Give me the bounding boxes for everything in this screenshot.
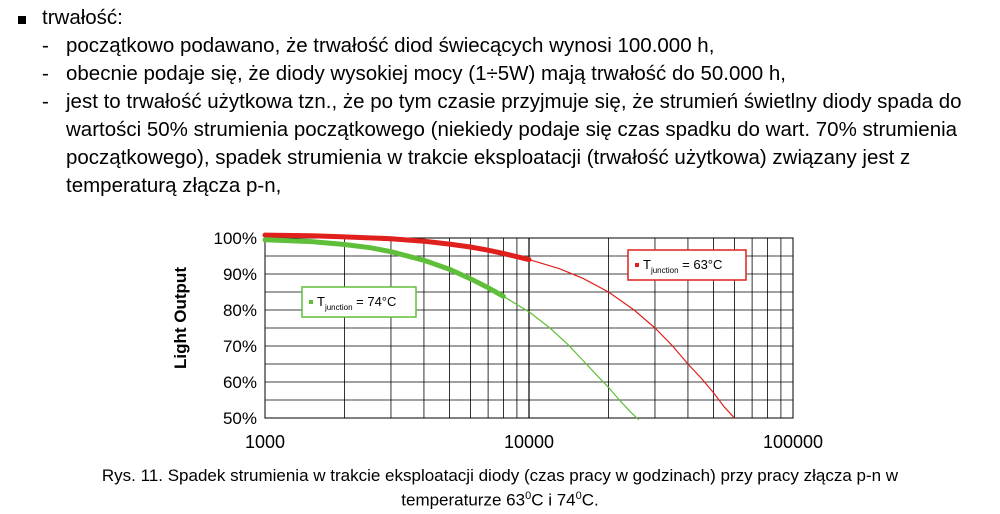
legend-label-suffix: = 63°C bbox=[678, 257, 723, 272]
dash-marker: - bbox=[42, 34, 49, 57]
legend-label-subscript: junction bbox=[650, 266, 679, 275]
dash-marker: - bbox=[42, 62, 49, 85]
figure-caption bbox=[0, 466, 1000, 511]
y-tick-label: 70% bbox=[222, 337, 257, 356]
slide-text bbox=[14, 4, 994, 200]
list-item-text: jest to trwałość użytkowa tzn., że po tym czasie przyjmuje się, że strumień świetlny diody spada do wartości 50% strumienia początkowego (niekiedy podaje się czas spadku do wart. 70% strumienia początkowego), spadek strumienia w trakcie eksploatacji (trwałość użytkowa) związany jest z temperaturą złącza p-n, bbox=[66, 90, 962, 197]
caption-text: temperaturze 63 bbox=[401, 490, 526, 510]
bullet-heading-text: trwałość: bbox=[42, 6, 123, 29]
legend-label-suffix: = 74°C bbox=[352, 294, 397, 309]
caption-line-1: Rys. 11. Spadek strumienia w trakcie eksploatacji diody (czas pracy w godzinach) przy pracy złącza p-n w bbox=[101, 466, 899, 485]
legend-marker bbox=[635, 263, 639, 267]
x-tick-label: 10000 bbox=[503, 432, 555, 452]
list-item-text: obecnie podaje się, że diody wysokiej mocy (1÷5W) mają trwałość do 50.000 h, bbox=[66, 62, 786, 85]
x-tick-label: 1000 bbox=[244, 432, 286, 452]
caption-superscript: 0 bbox=[525, 490, 532, 502]
legend-label-prefix: T bbox=[643, 257, 651, 272]
bullet-heading bbox=[14, 4, 994, 32]
y-tick-label: 90% bbox=[222, 265, 257, 284]
legend-marker bbox=[309, 300, 313, 304]
light-output-chart bbox=[0, 210, 1000, 460]
x-tick-label: 100000 bbox=[762, 432, 824, 452]
legend-label-prefix: T bbox=[317, 294, 325, 309]
list-item bbox=[14, 60, 994, 88]
caption-text: C. bbox=[581, 490, 599, 510]
y-tick-label: 60% bbox=[222, 373, 257, 392]
caption-superscript: 0 bbox=[575, 490, 582, 502]
bullet-square-icon bbox=[18, 16, 26, 24]
y-tick-label: 50% bbox=[222, 409, 257, 428]
list-item bbox=[14, 32, 994, 60]
dash-marker: - bbox=[42, 90, 49, 113]
y-tick-label: 100% bbox=[213, 229, 257, 248]
list-item-text: początkowo podawano, że trwałość diod świecących wynosi 100.000 h, bbox=[66, 34, 715, 57]
list-item bbox=[14, 88, 994, 200]
caption-text: C i 74 bbox=[531, 490, 576, 510]
y-tick-label: 80% bbox=[222, 301, 257, 320]
y-axis-label: Light Output bbox=[171, 267, 190, 369]
legend-label-subscript: junction bbox=[324, 303, 353, 312]
legend-entry bbox=[628, 250, 746, 280]
legend-entry bbox=[302, 287, 416, 317]
caption-line-2 bbox=[0, 486, 1000, 511]
